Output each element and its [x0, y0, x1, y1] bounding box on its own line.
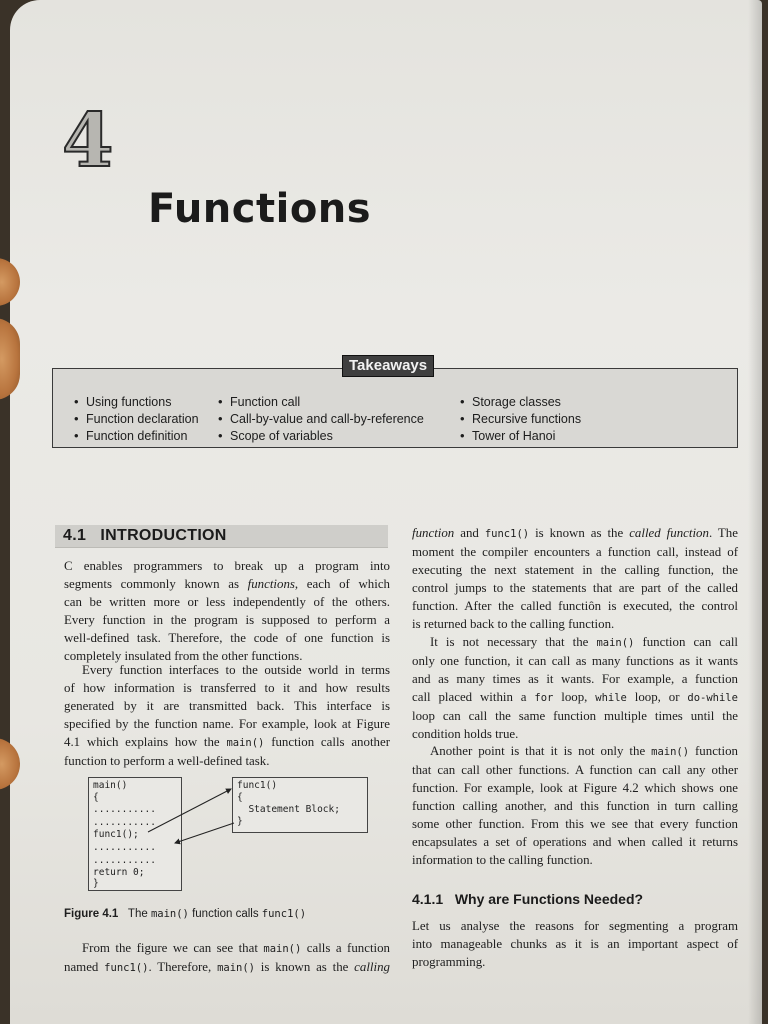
code-line: ...........: [93, 817, 156, 828]
subsection-title: Why are Functions Needed?: [454, 891, 644, 907]
text-line: control jumps to the statements that are part of the called: [412, 581, 738, 595]
text-line: Every function interfaces to the outside world in terms: [82, 663, 390, 677]
text-line: of how information is transferred to it and how results: [64, 681, 390, 695]
right-paragraph-2: [412, 633, 738, 743]
text-line: information to the calling function.: [412, 853, 593, 867]
section-number: 4.1: [63, 527, 87, 544]
text-line: that can call other functions. A function can call any other: [412, 763, 738, 777]
right-paragraph-1: [412, 524, 738, 633]
text-line: C enables programmers to break up a program into: [64, 559, 390, 573]
text-line: Every function in the program is supposed to perform a: [64, 613, 390, 627]
takeaway-item: • Storage classes: [460, 393, 581, 410]
right-paragraph-3: [412, 742, 738, 869]
text-line: some other function. From this we see that every function: [412, 817, 738, 831]
takeaway-item: • Scope of variables: [218, 427, 424, 444]
text-line: function and func1() is known as the called function. The: [412, 526, 738, 540]
call-arrow: [148, 789, 231, 832]
text-line: only one function, it can call as many functions as it wants: [412, 654, 738, 668]
code-line: ...........: [93, 855, 156, 866]
text-line: is returned back to the calling function.: [412, 617, 615, 631]
takeaway-item: • Call-by-value and call-by-reference: [218, 410, 424, 427]
figure-caption: Figure 4.1 The main() function calls func1(): [64, 908, 307, 920]
code-line: func1(): [237, 780, 278, 791]
text-line: condition holds true.: [412, 727, 519, 741]
section-title: INTRODUCTION: [100, 527, 227, 544]
intro-paragraph-3: [64, 939, 390, 977]
text-line: moment the compiler encounters a function call, instead of: [412, 545, 738, 559]
text-line: segments commonly known as functions, each of which: [64, 577, 390, 591]
takeaway-item: • Recursive functions: [460, 410, 581, 427]
text-line: programming.: [412, 955, 486, 969]
takeaway-item: • Function declaration: [74, 410, 199, 427]
text-line: function. For example, look at Figure 4.2 which shows one: [412, 781, 738, 795]
text-line: function. After the called functiôn is executed, the control: [412, 599, 738, 613]
text-line: encapsulates a set of operations and when called it returns: [412, 835, 738, 849]
code-line: }: [93, 878, 99, 889]
code-line: ...........: [93, 842, 156, 853]
text-line: call placed within a for loop, while loop, or do-while: [412, 690, 738, 704]
code-line: Statement Block;: [237, 804, 340, 815]
subsection-number: 4.1.1: [412, 891, 444, 907]
code-line: ...........: [93, 804, 156, 815]
takeaways-label: Takeaways: [342, 355, 434, 377]
text-line: into manageable chunks as it is an important aspect of: [412, 937, 738, 951]
text-line: function to perform a well-defined task.: [64, 754, 270, 768]
code-line: {: [237, 792, 243, 803]
text-line: can be written more or less independently of the others.: [64, 595, 390, 609]
text-line: From the figure we can see that main() calls a function: [82, 941, 390, 955]
code-line: }: [237, 816, 243, 827]
text-line: executing the next statement in the calling function, the: [412, 563, 738, 577]
chapter-title: Functions: [148, 186, 372, 232]
text-line: It is not necessary that the main() function can call: [430, 635, 738, 649]
text-line: 4.1 which explains how the main() function calls another: [64, 735, 390, 749]
text-line: Another point is that it is not only the main() function: [430, 744, 738, 758]
text-line: specified by the function name. For example, look at Figure: [64, 717, 390, 731]
chapter-number: 4: [62, 98, 114, 184]
code-line: {: [93, 792, 99, 803]
text-line: generated by it are transmitted back. This interface is: [64, 699, 390, 713]
takeaway-item: • Tower of Hanoi: [460, 427, 581, 444]
text-line: Let us analyse the reasons for segmenting a program: [412, 919, 738, 933]
text-line: loop can call the same function multiple times until the: [412, 709, 738, 723]
code-line: return 0;: [93, 867, 145, 878]
text-line: well-defined task. Therefore, the code of one function is: [64, 631, 390, 645]
text-line: and as many times as it wants. For example, a function: [412, 672, 738, 686]
takeaway-item: • Function definition: [74, 427, 199, 444]
right-paragraph-4: [412, 917, 738, 971]
text-line: named func1(). Therefore, main() is known as the calling: [64, 960, 390, 974]
code-line: main(): [93, 780, 128, 791]
takeaway-item: • Function call: [218, 393, 424, 410]
subsection-heading: [412, 891, 643, 907]
takeaway-item: • Using functions: [74, 393, 199, 410]
text-line: completely insulated from the other functions.: [64, 649, 303, 663]
text-line: function calling another, and this function in turn calling: [412, 799, 738, 813]
code-line: func1();: [93, 829, 139, 840]
return-arrow: [175, 823, 234, 843]
